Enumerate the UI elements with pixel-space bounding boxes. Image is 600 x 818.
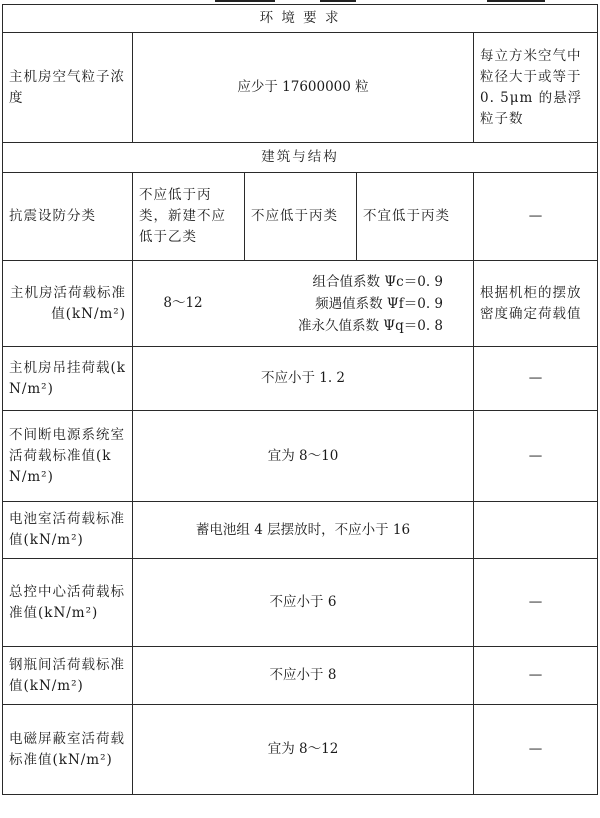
table-row — [3, 647, 598, 705]
row-label: 抗震设防分类 — [3, 173, 133, 261]
seismic-class-c: 不宜低于丙类 — [357, 173, 474, 261]
live-load-value — [133, 261, 474, 347]
section-header-environment — [3, 5, 598, 33]
table-row — [3, 33, 598, 143]
row-label: 主机房空气粒子浓度 — [3, 33, 133, 143]
factor-line: 组合值系数 Ψc＝0. 9 — [312, 273, 443, 290]
row-label: 不间断电源系统室活荷载标准值(kN/m²) — [3, 411, 133, 502]
live-load-range: 8～12 — [163, 295, 203, 311]
live-load-factors — [233, 271, 473, 337]
seismic-class-b: 不应低于丙类 — [245, 173, 357, 261]
row-value: 不应小于 1. 2 — [133, 347, 474, 411]
section-title: 环 境 要 求 — [3, 5, 598, 33]
row-label: 总控中心活荷载标准值(kN/m²) — [3, 559, 133, 647]
row-value: 蓄电池组 4 层摆放时，不应小于 16 — [133, 502, 474, 559]
section-title: 建筑与结构 — [3, 143, 598, 173]
row-label: 主机房吊挂荷载(kN/m²) — [3, 347, 133, 411]
section-header-structure — [3, 143, 598, 173]
table-row — [3, 173, 598, 261]
table-row — [3, 559, 598, 647]
row-note: — — [474, 411, 598, 502]
table-row — [3, 502, 598, 559]
row-value: 不应小于 6 — [133, 559, 474, 647]
table-row — [3, 705, 598, 795]
row-note — [474, 502, 598, 559]
row-note: — — [474, 347, 598, 411]
row-label: 电磁屏蔽室活荷载标准值(kN/m²) — [3, 705, 133, 795]
row-note: — — [474, 647, 598, 705]
row-note: — — [474, 559, 598, 647]
row-note: 根据机柜的摆放密度确定荷载值 — [474, 261, 598, 347]
row-note: — — [474, 173, 598, 261]
row-note: 每立方米空气中粒径大于或等于 0. 5μm 的悬浮粒子数 — [474, 33, 598, 143]
factor-line: 准永久值系数 Ψq＝0. 8 — [297, 317, 443, 334]
row-value: 应少于 17600000 粒 — [133, 33, 474, 143]
row-note: — — [474, 705, 598, 795]
table-row — [3, 347, 598, 411]
seismic-class-a: 不应低于丙类，新建不应低于乙类 — [133, 173, 245, 261]
table-row — [3, 261, 598, 347]
row-label: 钢瓶间活荷载标准值(kN/m²) — [3, 647, 133, 705]
row-label: 主机房活荷载标准值(kN/m²) — [3, 261, 133, 347]
row-value: 宜为 8～10 — [133, 411, 474, 502]
table-row — [3, 411, 598, 502]
row-value: 宜为 8～12 — [133, 705, 474, 795]
row-value: 不应小于 8 — [133, 647, 474, 705]
factor-line: 频遇值系数 Ψf＝0. 9 — [315, 295, 443, 312]
row-label: 电池室活荷载标准值(kN/m²) — [3, 502, 133, 559]
requirements-table — [2, 4, 598, 795]
